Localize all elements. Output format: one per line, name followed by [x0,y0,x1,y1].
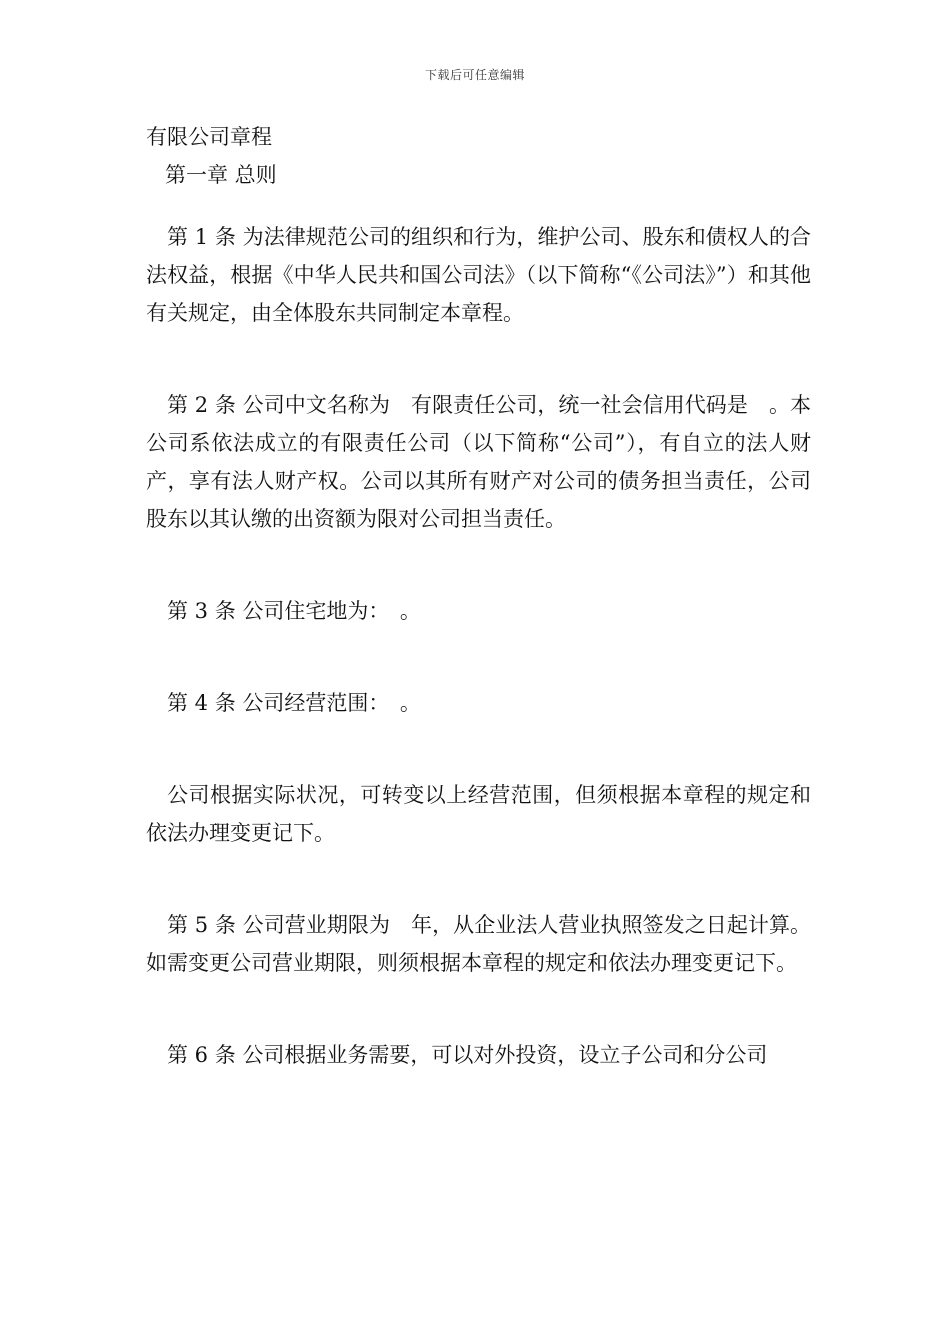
article-2: 第 2 条 公司中文名称为 有限责任公司，统一社会信用代码是 。本公司系依法成立的有限责任公司（以下简称“公司”），有自立的法人财产，享有法人财产权。公司以其所有财产对公司的债务担当责任，公司股东以其认缴的出资额为限对公司担当责任。 [146,393,811,531]
article-5: 第 5 条 公司营业期限为 年，从企业法人营业执照签发之日起计算。如需变更公司营业期限，则须根据本章程的规定和依法办理变更记下。 [146,913,811,975]
article-3: 第 3 条 公司住宅地为： 。 [167,599,421,623]
document-title: 有限公司章程 [146,125,272,149]
header-note: 下载后可任意编辑 [424,68,525,82]
article-6: 第 6 条 公司根据业务需要，可以对外投资，设立子公司和分公司 [167,1043,768,1067]
chapter-heading: 第一章 总则 [165,163,277,187]
article-4-note: 公司根据实际状况，可转变以上经营范围，但须根据本章程的规定和依法办理变更记下。 [146,783,811,845]
article-1: 第 1 条 为法律规范公司的组织和行为，维护公司、股东和债权人的合法权益，根据《中华人民共和国公司法》（以下简称“《公司法》”）和其他有关规定，由全体股东共同制定本章程。 [146,225,811,325]
document-body [146,118,811,1074]
article-4: 第 4 条 公司经营范围： 。 [167,691,421,715]
